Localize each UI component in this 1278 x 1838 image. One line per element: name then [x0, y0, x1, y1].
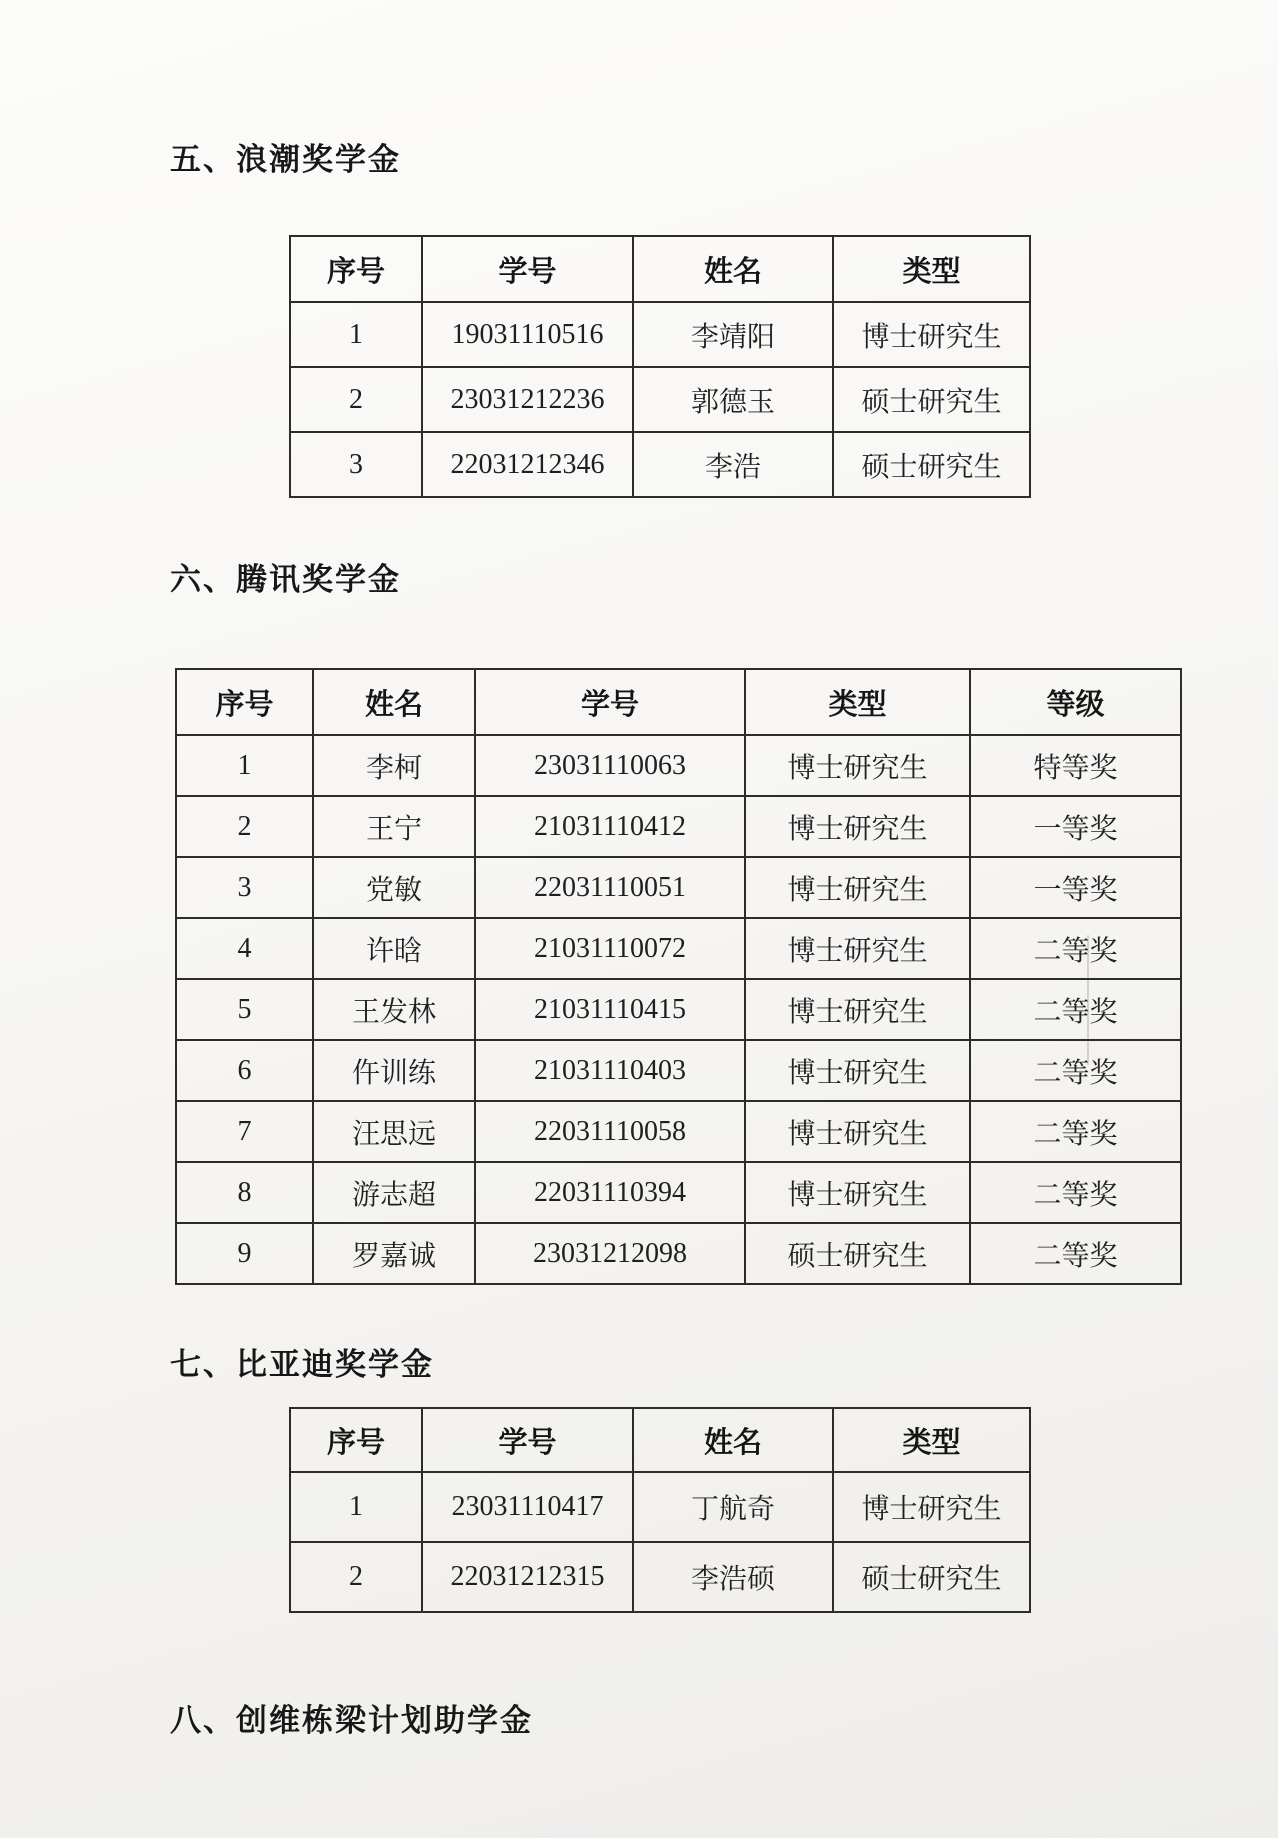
- section-heading-inspur-scholarship: 五、浪潮奖学金: [170, 142, 401, 177]
- table-row: [290, 1542, 1030, 1612]
- table-row: [176, 979, 1181, 1040]
- column-header: 类型: [745, 669, 970, 735]
- column-header: 等级: [970, 669, 1181, 735]
- scan-edge-artifact: [1087, 935, 1089, 1065]
- table-cell: 3: [176, 857, 313, 918]
- section-heading-tencent-scholarship: 六、腾讯奖学金: [170, 562, 401, 597]
- table-cell: 丁航奇: [633, 1472, 833, 1542]
- table-cell: 博士研究生: [833, 302, 1030, 367]
- table-cell: 3: [290, 432, 422, 497]
- table-cell: 王发林: [313, 979, 475, 1040]
- column-header: 姓名: [313, 669, 475, 735]
- table-cell: 硕士研究生: [833, 367, 1030, 432]
- column-header: 序号: [290, 1408, 422, 1472]
- section-heading-byd-scholarship: 七、比亚迪奖学金: [170, 1347, 434, 1382]
- table-row: [176, 1223, 1181, 1284]
- table-cell: 李浩: [633, 432, 833, 497]
- table-cell: 博士研究生: [745, 918, 970, 979]
- table-cell: 硕士研究生: [833, 432, 1030, 497]
- table-cell: 1: [290, 302, 422, 367]
- table-row: [176, 857, 1181, 918]
- column-header: 学号: [475, 669, 745, 735]
- table-cell: 8: [176, 1162, 313, 1223]
- table-cell: 23031110063: [475, 735, 745, 796]
- table-cell: 23031212236: [422, 367, 633, 432]
- table-cell: 博士研究生: [745, 1101, 970, 1162]
- table-cell: 19031110516: [422, 302, 633, 367]
- table-cell: 博士研究生: [745, 979, 970, 1040]
- byd-scholarship-table: [289, 1407, 1031, 1613]
- table-cell: 6: [176, 1040, 313, 1101]
- table-cell: 9: [176, 1223, 313, 1284]
- table-cell: 博士研究生: [745, 1040, 970, 1101]
- column-header: 姓名: [633, 1408, 833, 1472]
- column-header: 序号: [290, 236, 422, 302]
- table-cell: 博士研究生: [745, 1162, 970, 1223]
- table-cell: 许晗: [313, 918, 475, 979]
- table-cell: 汪思远: [313, 1101, 475, 1162]
- header-row: [290, 1408, 1030, 1472]
- tencent-scholarship-table: [175, 668, 1182, 1285]
- table-row: [290, 367, 1030, 432]
- table-cell: 21031110415: [475, 979, 745, 1040]
- column-header: 学号: [422, 1408, 633, 1472]
- table-cell: 王宁: [313, 796, 475, 857]
- table-cell: 硕士研究生: [833, 1542, 1030, 1612]
- table-cell: 22031110051: [475, 857, 745, 918]
- table-cell: 22031212346: [422, 432, 633, 497]
- table-row: [290, 432, 1030, 497]
- header-row: [176, 669, 1181, 735]
- table-cell: 2: [290, 367, 422, 432]
- table-cell: 22031212315: [422, 1542, 633, 1612]
- table-cell: 硕士研究生: [745, 1223, 970, 1284]
- table-cell: 二等奖: [970, 1162, 1181, 1223]
- column-header: 类型: [833, 236, 1030, 302]
- table-row: [290, 302, 1030, 367]
- table-cell: 博士研究生: [745, 735, 970, 796]
- table-cell: 23031212098: [475, 1223, 745, 1284]
- table-cell: 博士研究生: [745, 796, 970, 857]
- column-header: 姓名: [633, 236, 833, 302]
- table-cell: 22031110058: [475, 1101, 745, 1162]
- table-cell: 21031110403: [475, 1040, 745, 1101]
- table-cell: 4: [176, 918, 313, 979]
- table-cell: 仵训练: [313, 1040, 475, 1101]
- table-cell: 罗嘉诚: [313, 1223, 475, 1284]
- table-cell: 二等奖: [970, 1040, 1181, 1101]
- table-row: [176, 1101, 1181, 1162]
- table-cell: 23031110417: [422, 1472, 633, 1542]
- table-cell: 博士研究生: [745, 857, 970, 918]
- table-cell: 李靖阳: [633, 302, 833, 367]
- table-cell: 李浩硕: [633, 1542, 833, 1612]
- table-cell: 党敏: [313, 857, 475, 918]
- column-header: 学号: [422, 236, 633, 302]
- table-cell: 二等奖: [970, 918, 1181, 979]
- table-row: [176, 1040, 1181, 1101]
- table-cell: 5: [176, 979, 313, 1040]
- table-row: [176, 796, 1181, 857]
- table-cell: 一等奖: [970, 857, 1181, 918]
- table-cell: 2: [290, 1542, 422, 1612]
- table-cell: 二等奖: [970, 1101, 1181, 1162]
- table-cell: 1: [290, 1472, 422, 1542]
- table-row: [290, 1472, 1030, 1542]
- table-row: [176, 735, 1181, 796]
- table-cell: 7: [176, 1101, 313, 1162]
- table-row: [176, 1162, 1181, 1223]
- table-cell: 特等奖: [970, 735, 1181, 796]
- header-row: [290, 236, 1030, 302]
- table-cell: 2: [176, 796, 313, 857]
- table-cell: 二等奖: [970, 979, 1181, 1040]
- table-cell: 22031110394: [475, 1162, 745, 1223]
- column-header: 序号: [176, 669, 313, 735]
- section-heading-skyworth-grant: 八、创维栋梁计划助学金: [170, 1703, 533, 1738]
- table-cell: 1: [176, 735, 313, 796]
- table-cell: 游志超: [313, 1162, 475, 1223]
- table-cell: 一等奖: [970, 796, 1181, 857]
- table-cell: 二等奖: [970, 1223, 1181, 1284]
- table-cell: 李柯: [313, 735, 475, 796]
- inspur-scholarship-table: [289, 235, 1031, 498]
- table-row: [176, 918, 1181, 979]
- table-cell: 博士研究生: [833, 1472, 1030, 1542]
- table-cell: 郭德玉: [633, 367, 833, 432]
- table-cell: 21031110072: [475, 918, 745, 979]
- table-cell: 21031110412: [475, 796, 745, 857]
- column-header: 类型: [833, 1408, 1030, 1472]
